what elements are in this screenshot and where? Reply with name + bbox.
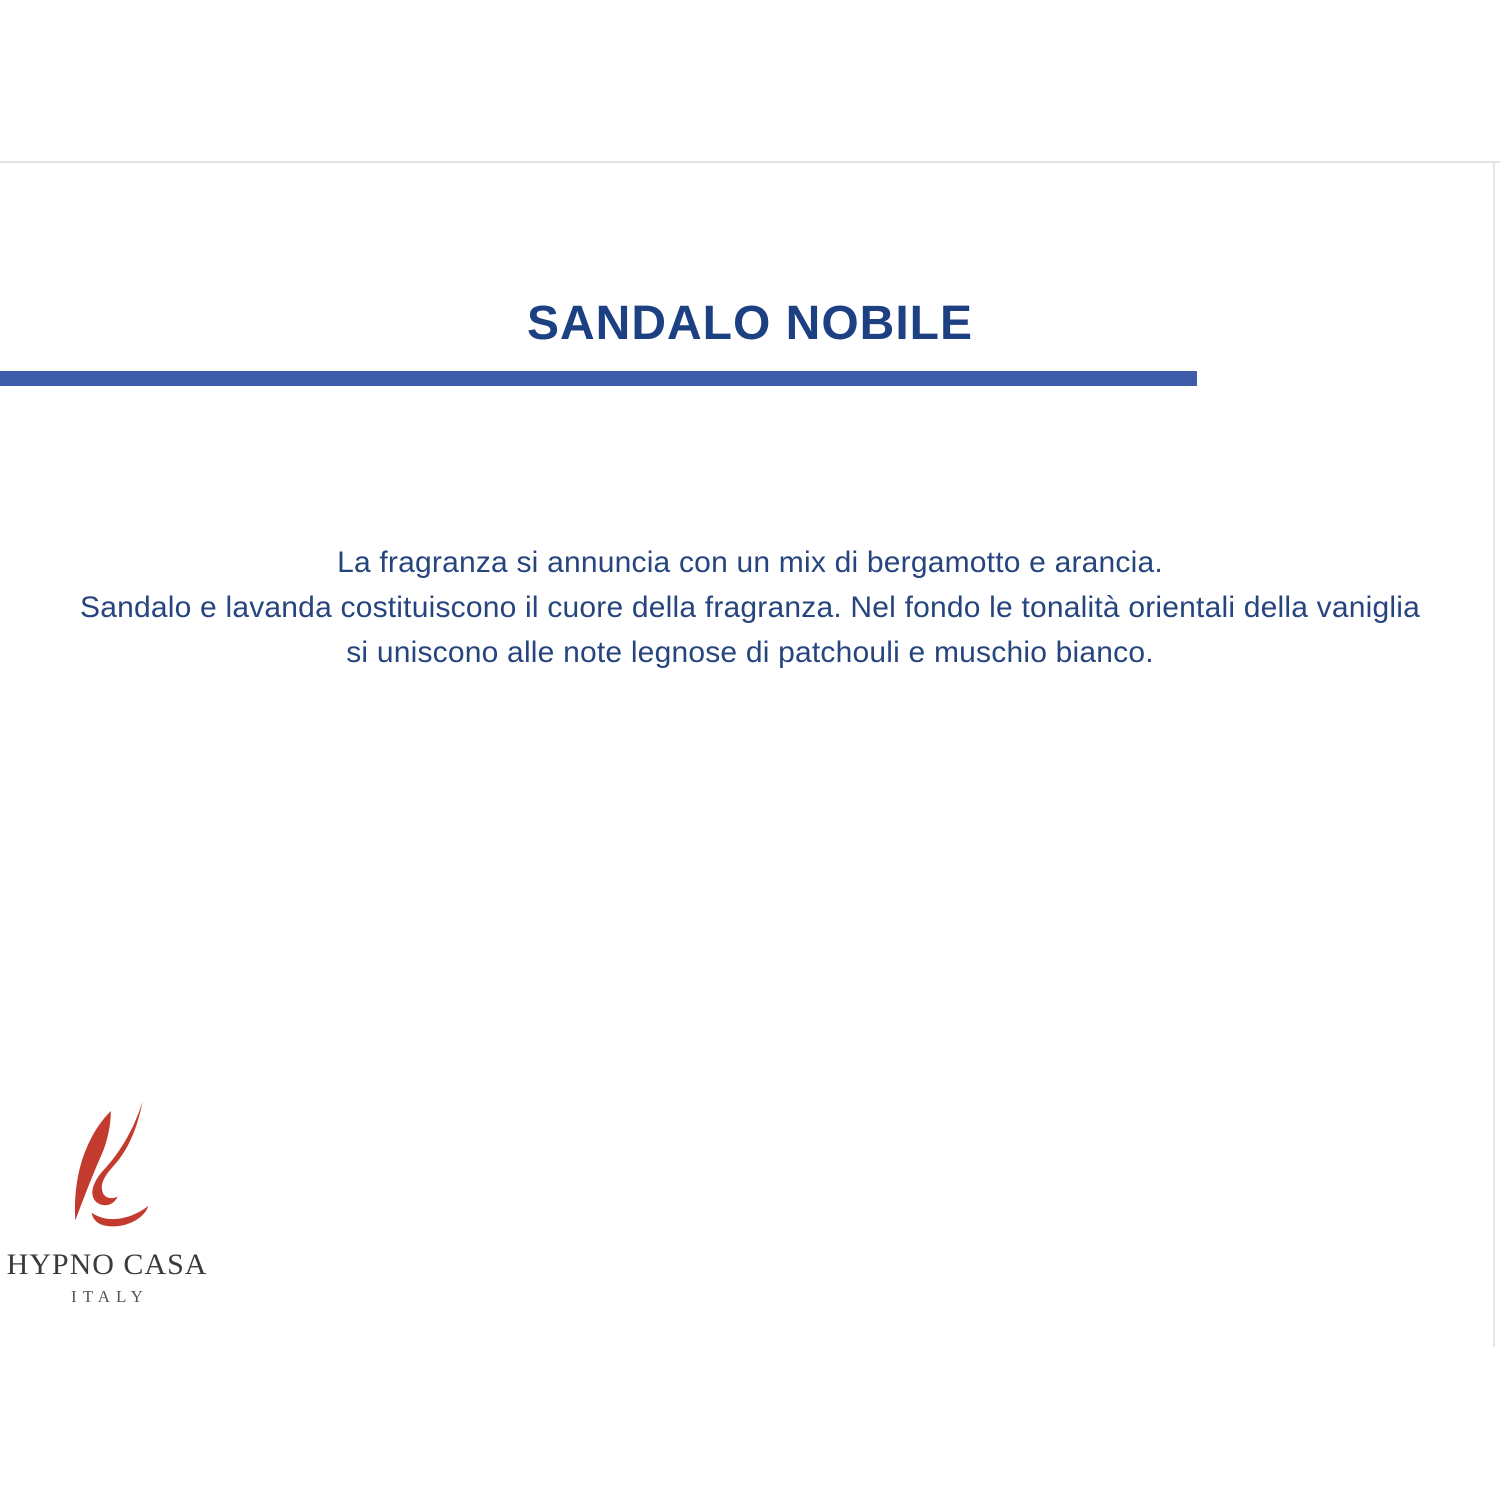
fragrance-description	[0, 540, 1500, 675]
description-line-1: La fragranza si annuncia con un mix di bergamotto e arancia.	[337, 546, 1163, 579]
description-line-2: Sandalo e lavanda costituiscono il cuore della fragranza. Nel fondo le tonalità orientali della vaniglia	[80, 591, 1420, 624]
flame-icon	[59, 1100, 155, 1242]
logo-country-text: ITALY	[71, 1287, 149, 1306]
page-title: SANDALO NOBILE	[527, 297, 973, 350]
content-top-border	[0, 161, 1500, 163]
title-divider-bar	[0, 371, 1197, 386]
logo-brand-text: HYPNO CASA	[6, 1248, 208, 1281]
description-line-3: si uniscono alle note legnose di patchouli e muschio bianco.	[346, 636, 1154, 669]
hypno-casa-logo	[6, 1100, 208, 1307]
